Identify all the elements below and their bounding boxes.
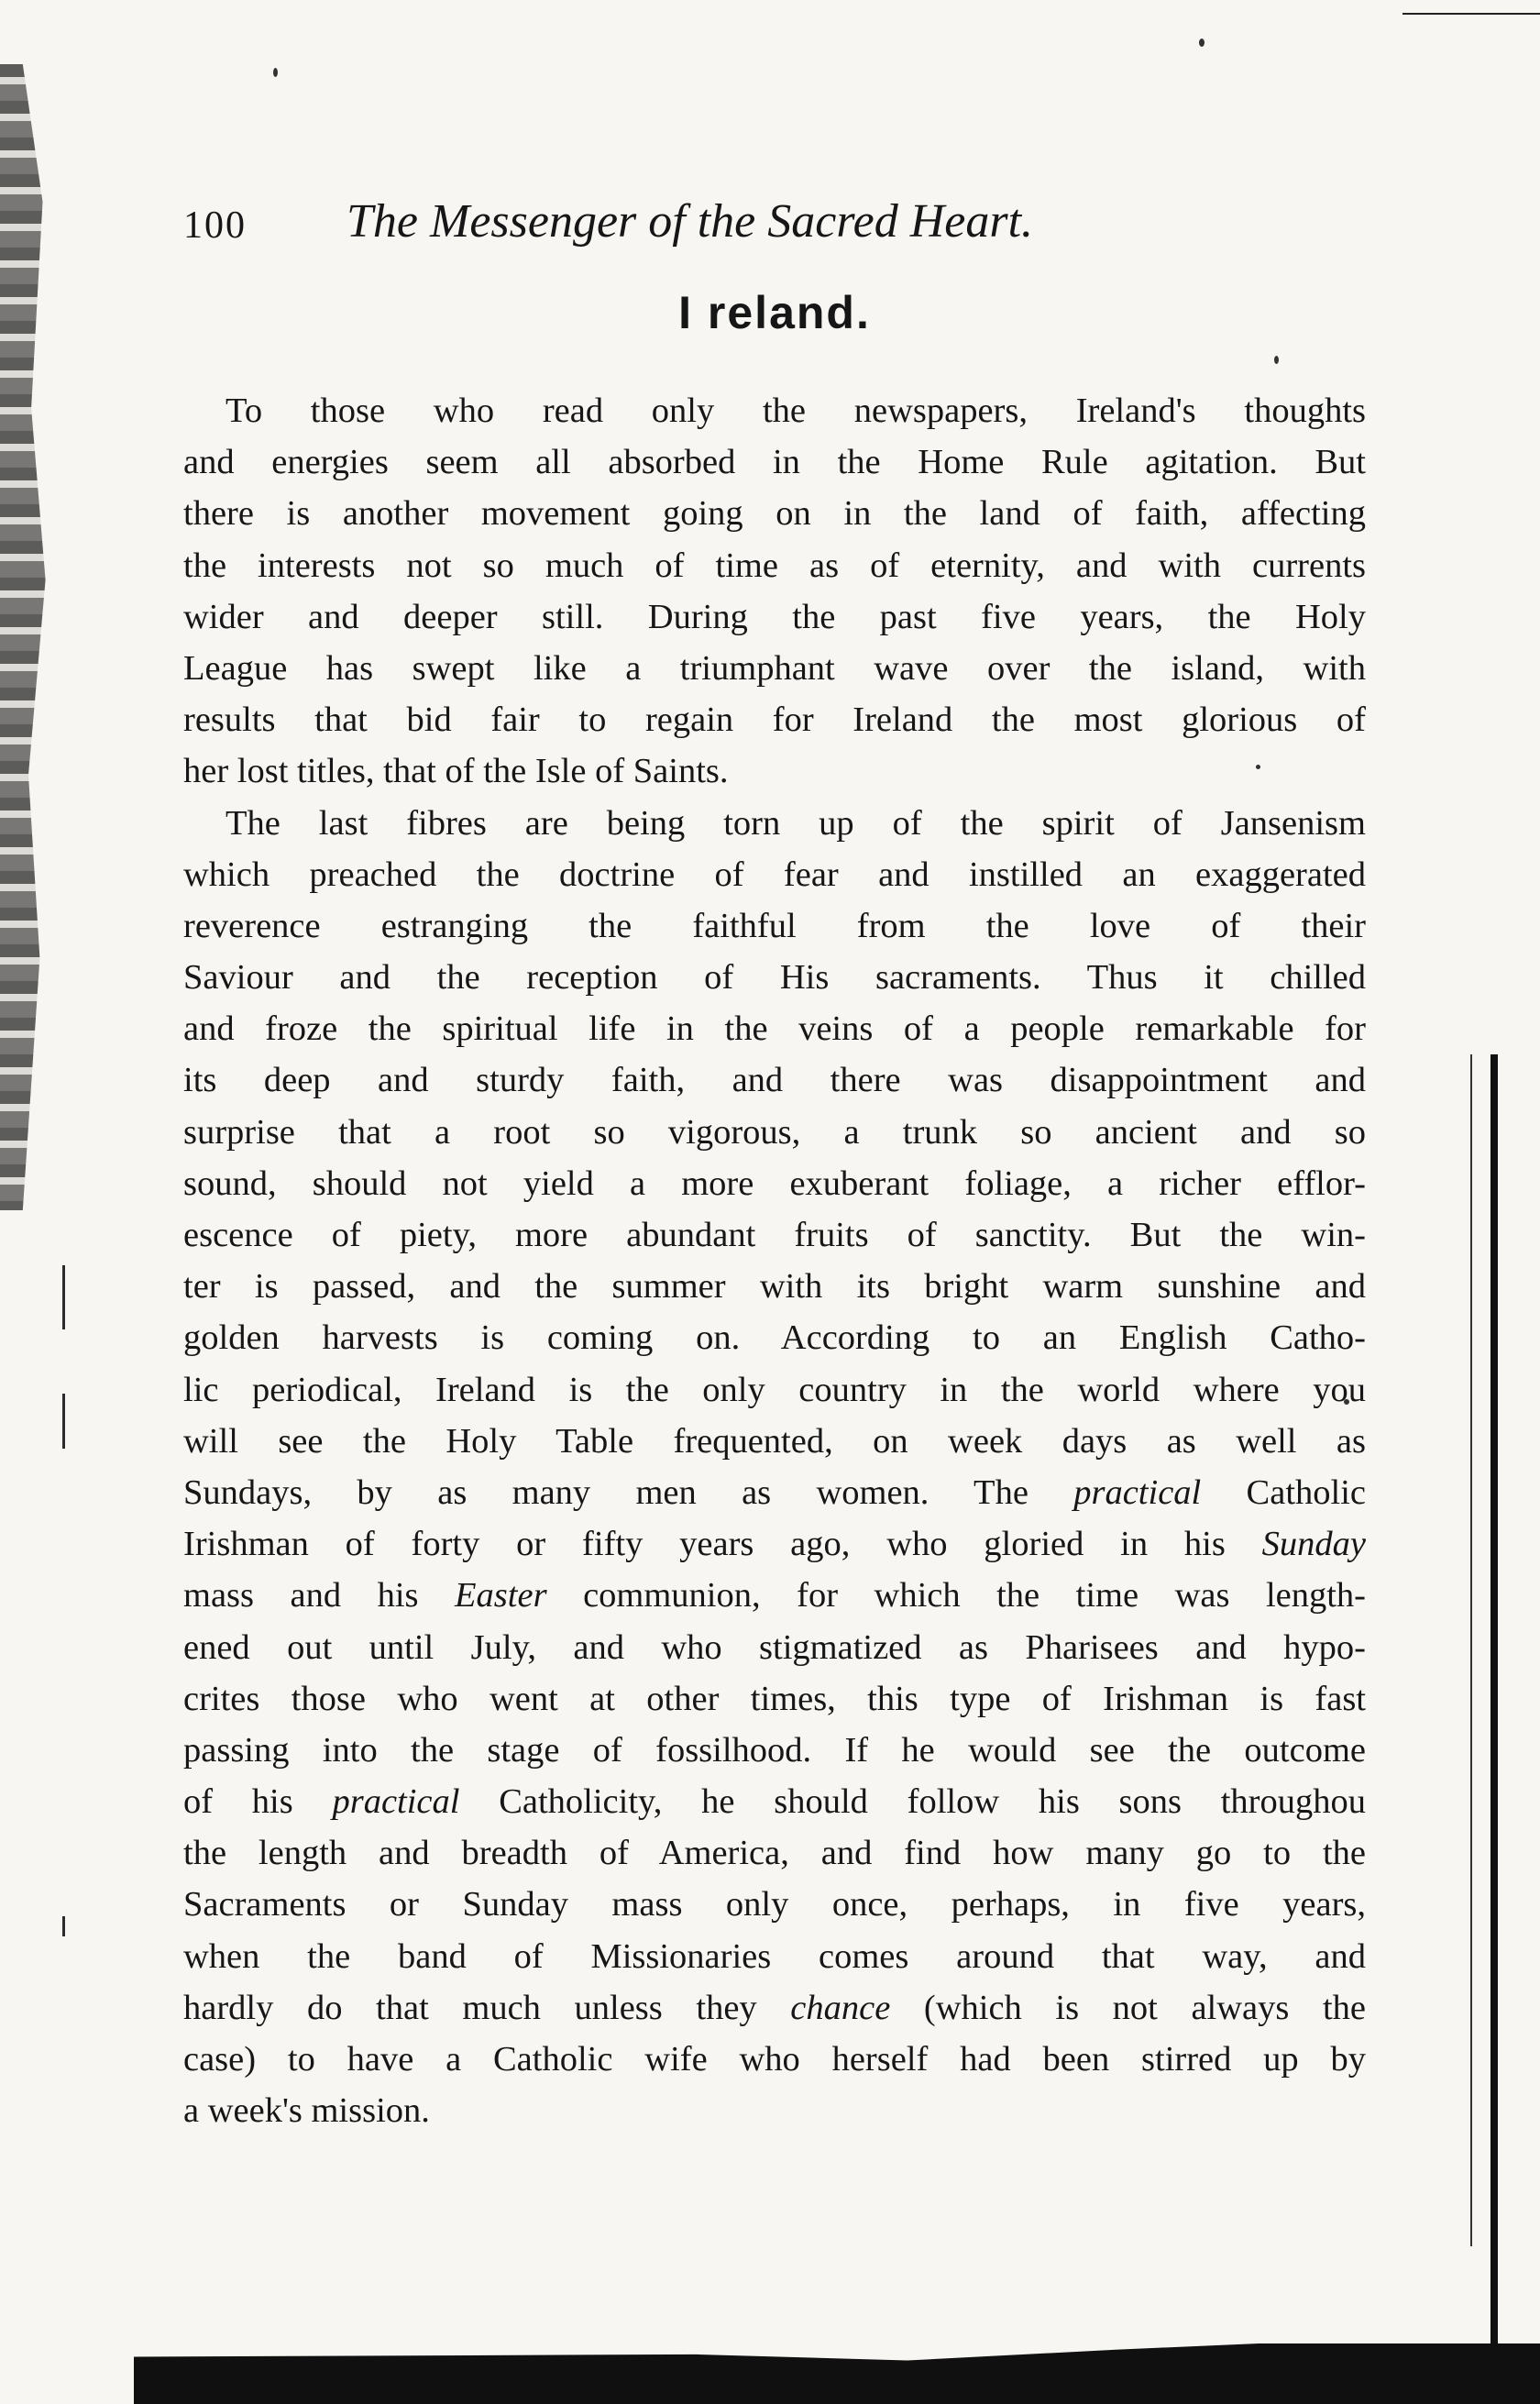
text-line: and froze the spiritual life in the veins of a people remarkable for <box>183 1009 1366 1049</box>
right-margin-rule <box>1470 1054 1472 2246</box>
text-line: passing into the stage of fossilhood. If he would see the outcome <box>183 1730 1366 1770</box>
text-line: the length and breadth of America, and find how many go to the <box>183 1834 1366 1873</box>
running-header <box>183 194 1366 259</box>
page-number: 100 <box>183 204 247 247</box>
text-line: crites those who went at other times, this type of Irishman is fast <box>183 1679 1366 1718</box>
text-line: sound, should not yield a more exuberant foliage, a richer efflor- <box>183 1163 1366 1203</box>
text-line: mass and his Easter communion, for which the time was length- <box>183 1576 1366 1616</box>
bottom-edge-shadow <box>134 2343 1540 2404</box>
scan-speck <box>1199 39 1204 47</box>
text-line: escence of piety, more abundant fruits of sanctity. But the win- <box>183 1216 1366 1254</box>
text-line: hardly do that much unless they chance (which is not always the <box>183 1988 1367 2027</box>
text-line: golden harvests is coming on. According to an English Catho- <box>183 1318 1366 1358</box>
text-line: and energies seem all absorbed in the Home Rule agitation. But <box>183 443 1366 482</box>
top-edge-rule <box>1402 13 1540 15</box>
text-line: reverence estranging the faithful from the love of their <box>183 906 1366 945</box>
text-line: Saviour and the reception of His sacraments. Thus it chilled <box>183 958 1366 998</box>
text-line: will see the Holy Table frequented, on week days as well as <box>183 1421 1366 1461</box>
right-edge-shadow <box>1490 1054 1498 2356</box>
running-title: The Messenger of the Sacred Heart. <box>346 195 1034 248</box>
scan-speck <box>1274 356 1279 364</box>
text-line: ened out until July, and who stigmatized as Pharisees and hypo- <box>183 1627 1366 1667</box>
text-line: of his practical Catholicity, he should follow his sons throughou <box>183 1782 1366 1822</box>
text-line: a week's mission. <box>183 2091 430 2131</box>
text-line: League has swept like a triumphant wave over the island, with <box>183 648 1366 688</box>
text-line: her lost titles, that of the Isle of Saints. <box>183 752 729 791</box>
article-title: I reland. <box>678 287 871 338</box>
text-line: which preached the doctrine of fear and instilled an exaggerated <box>183 855 1366 894</box>
text-line: Sacraments or Sunday mass only once, perhaps, in five years, <box>183 1885 1366 1924</box>
binding-mark <box>62 1265 65 1329</box>
text-line: lic periodical, Ireland is the only country in the world where you <box>183 1370 1366 1409</box>
text-line: ter is passed, and the summer with its bright warm sunshine and <box>183 1267 1366 1307</box>
text-line: surprise that a root so vigorous, a trunk so ancient and so <box>183 1112 1366 1152</box>
article-body <box>183 385 1366 2136</box>
text-line: when the band of Missionaries comes around that way, and <box>183 1936 1366 1976</box>
text-line: To those who read only the newspapers, Ireland's thoughts <box>226 391 1366 430</box>
binding-mark <box>62 1394 65 1449</box>
text-line: wider and deeper still. During the past five years, the Holy <box>183 597 1366 636</box>
binding-mark <box>62 1916 65 1936</box>
text-line: the interests not so much of time as of eternity, and with currents <box>183 546 1366 585</box>
text-line: Irishman of forty or fifty years ago, who gloried in his Sunday <box>183 1525 1366 1564</box>
text-line: The last fibres are being torn up of the spirit of Jansenism <box>226 803 1366 843</box>
text-line: Sundays, by as many men as women. The practical Catholic <box>183 1472 1366 1512</box>
text-line: its deep and sturdy faith, and there was disappointment and <box>183 1061 1366 1100</box>
binding-shadow <box>0 64 57 1210</box>
text-line: case) to have a Catholic wife who herself had been stirred up by <box>183 2040 1366 2079</box>
scan-speck <box>273 68 278 77</box>
text-line: there is another movement going on in the land of faith, affecting <box>183 494 1366 534</box>
text-line: results that bid fair to regain for Ireland the most glorious of <box>183 700 1366 740</box>
